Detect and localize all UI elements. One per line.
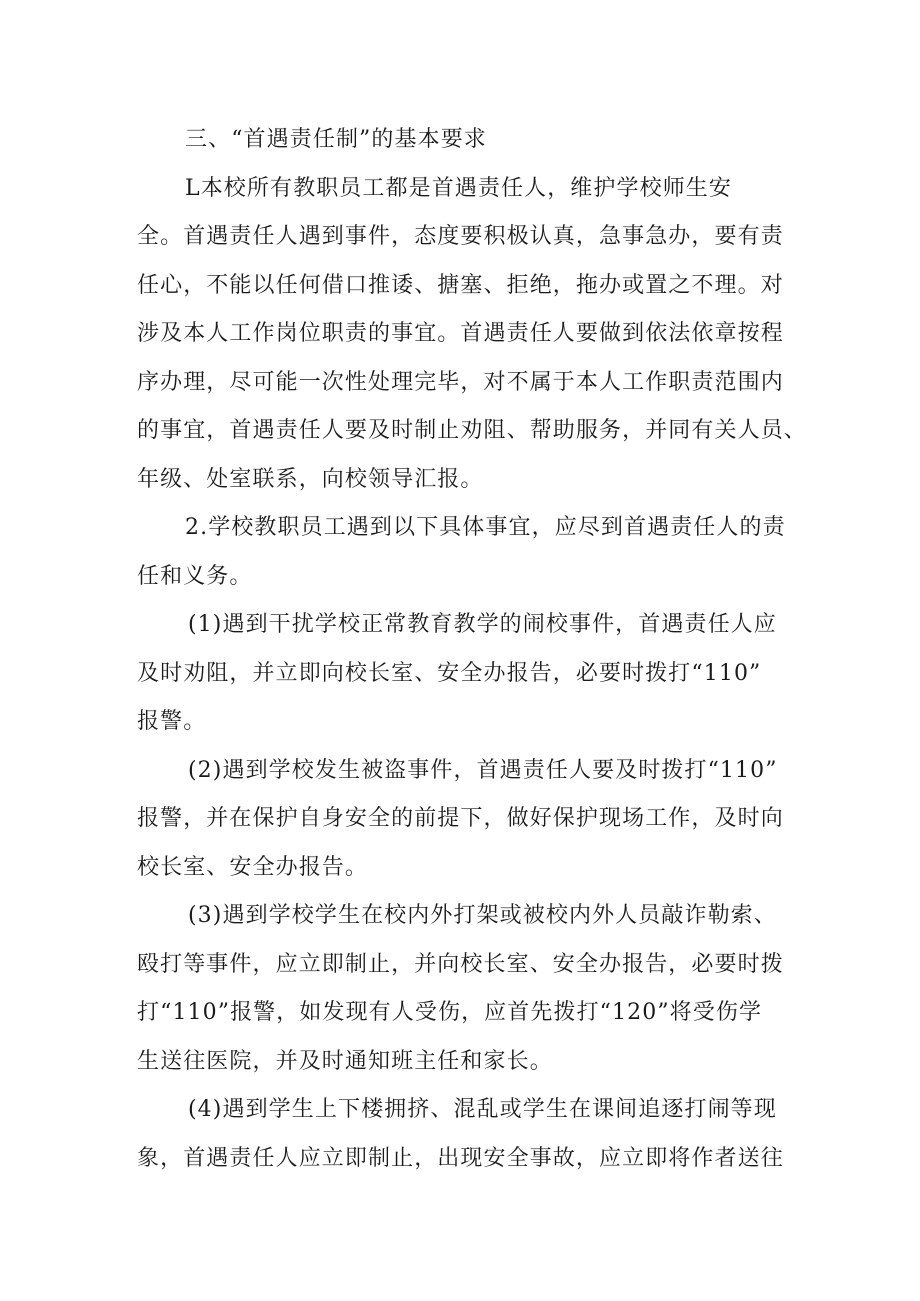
paragraph-line: 及时劝阻，并立即向校长室、安全办报告，必要时拨打“110”: [137, 661, 762, 686]
paragraph-line: 报警，并在保护自身安全的前提下，做好保护现场工作，及时向: [137, 806, 784, 831]
paragraph-line: 的事宜，首遇责任人要及时制止劝阻、帮助服务，并同有关人员、: [137, 418, 807, 443]
paragraph-line: 全。首遇责任人遇到事件，态度要积极认真，急事急办，要有责: [137, 224, 784, 249]
section-heading: 三、“首遇责任制”的基本要求: [185, 127, 487, 152]
paragraph-line: 校长室、安全办报告。: [137, 855, 369, 880]
paragraph-line: 报警。: [137, 709, 207, 734]
paragraph-line: 殴打等事件，应立即制止，并向校长室、安全办报告，必要时拨: [137, 952, 784, 977]
paragraph-line: (1)遇到干扰学校正常教育教学的闹校事件，首遇责任人应: [188, 612, 777, 637]
paragraph-line: 打“110”报警，如发现有人受伤，应首先拨打“120”将受伤学: [137, 1000, 763, 1025]
paragraph-line: (2)遇到学校发生被盗事件，首遇责任人要及时拨打“110”: [188, 758, 778, 783]
paragraph-line: L本校所有教职员工都是首遇责任人，维护学校师生安: [185, 176, 733, 201]
paragraph-line: (3)遇到学校学生在校内外打架或被校内外人员敲诈勒索、: [188, 903, 777, 928]
paragraph-line: (4)遇到学生上下楼拥挤、混乱或学生在课间追逐打闹等现: [188, 1097, 777, 1122]
paragraph-line: 涉及本人工作岗位职责的事宜。首遇责任人要做到依法依章按程: [137, 321, 784, 346]
paragraph-line: 生送往医院，并及时通知班主任和家长。: [137, 1049, 553, 1074]
paragraph-line: 任和义务。: [137, 564, 253, 589]
paragraph-line: 序办理，尽可能一次性处理完毕，对不属于本人工作职责范围内: [137, 370, 784, 395]
paragraph-line: 年级、处室联系，向校领导汇报。: [137, 467, 484, 492]
paragraph-line: 象，首遇责任人应立即制止，出现安全事故，应立即将作者送往: [137, 1146, 784, 1171]
paragraph-line: 2.学校教职员工遇到以下具体事宜，应尽到首遇责任人的责: [185, 515, 786, 540]
paragraph-line: 任心，不能以任何借口推诿、搪塞、拒绝，拖办或置之不理。对: [137, 273, 784, 298]
